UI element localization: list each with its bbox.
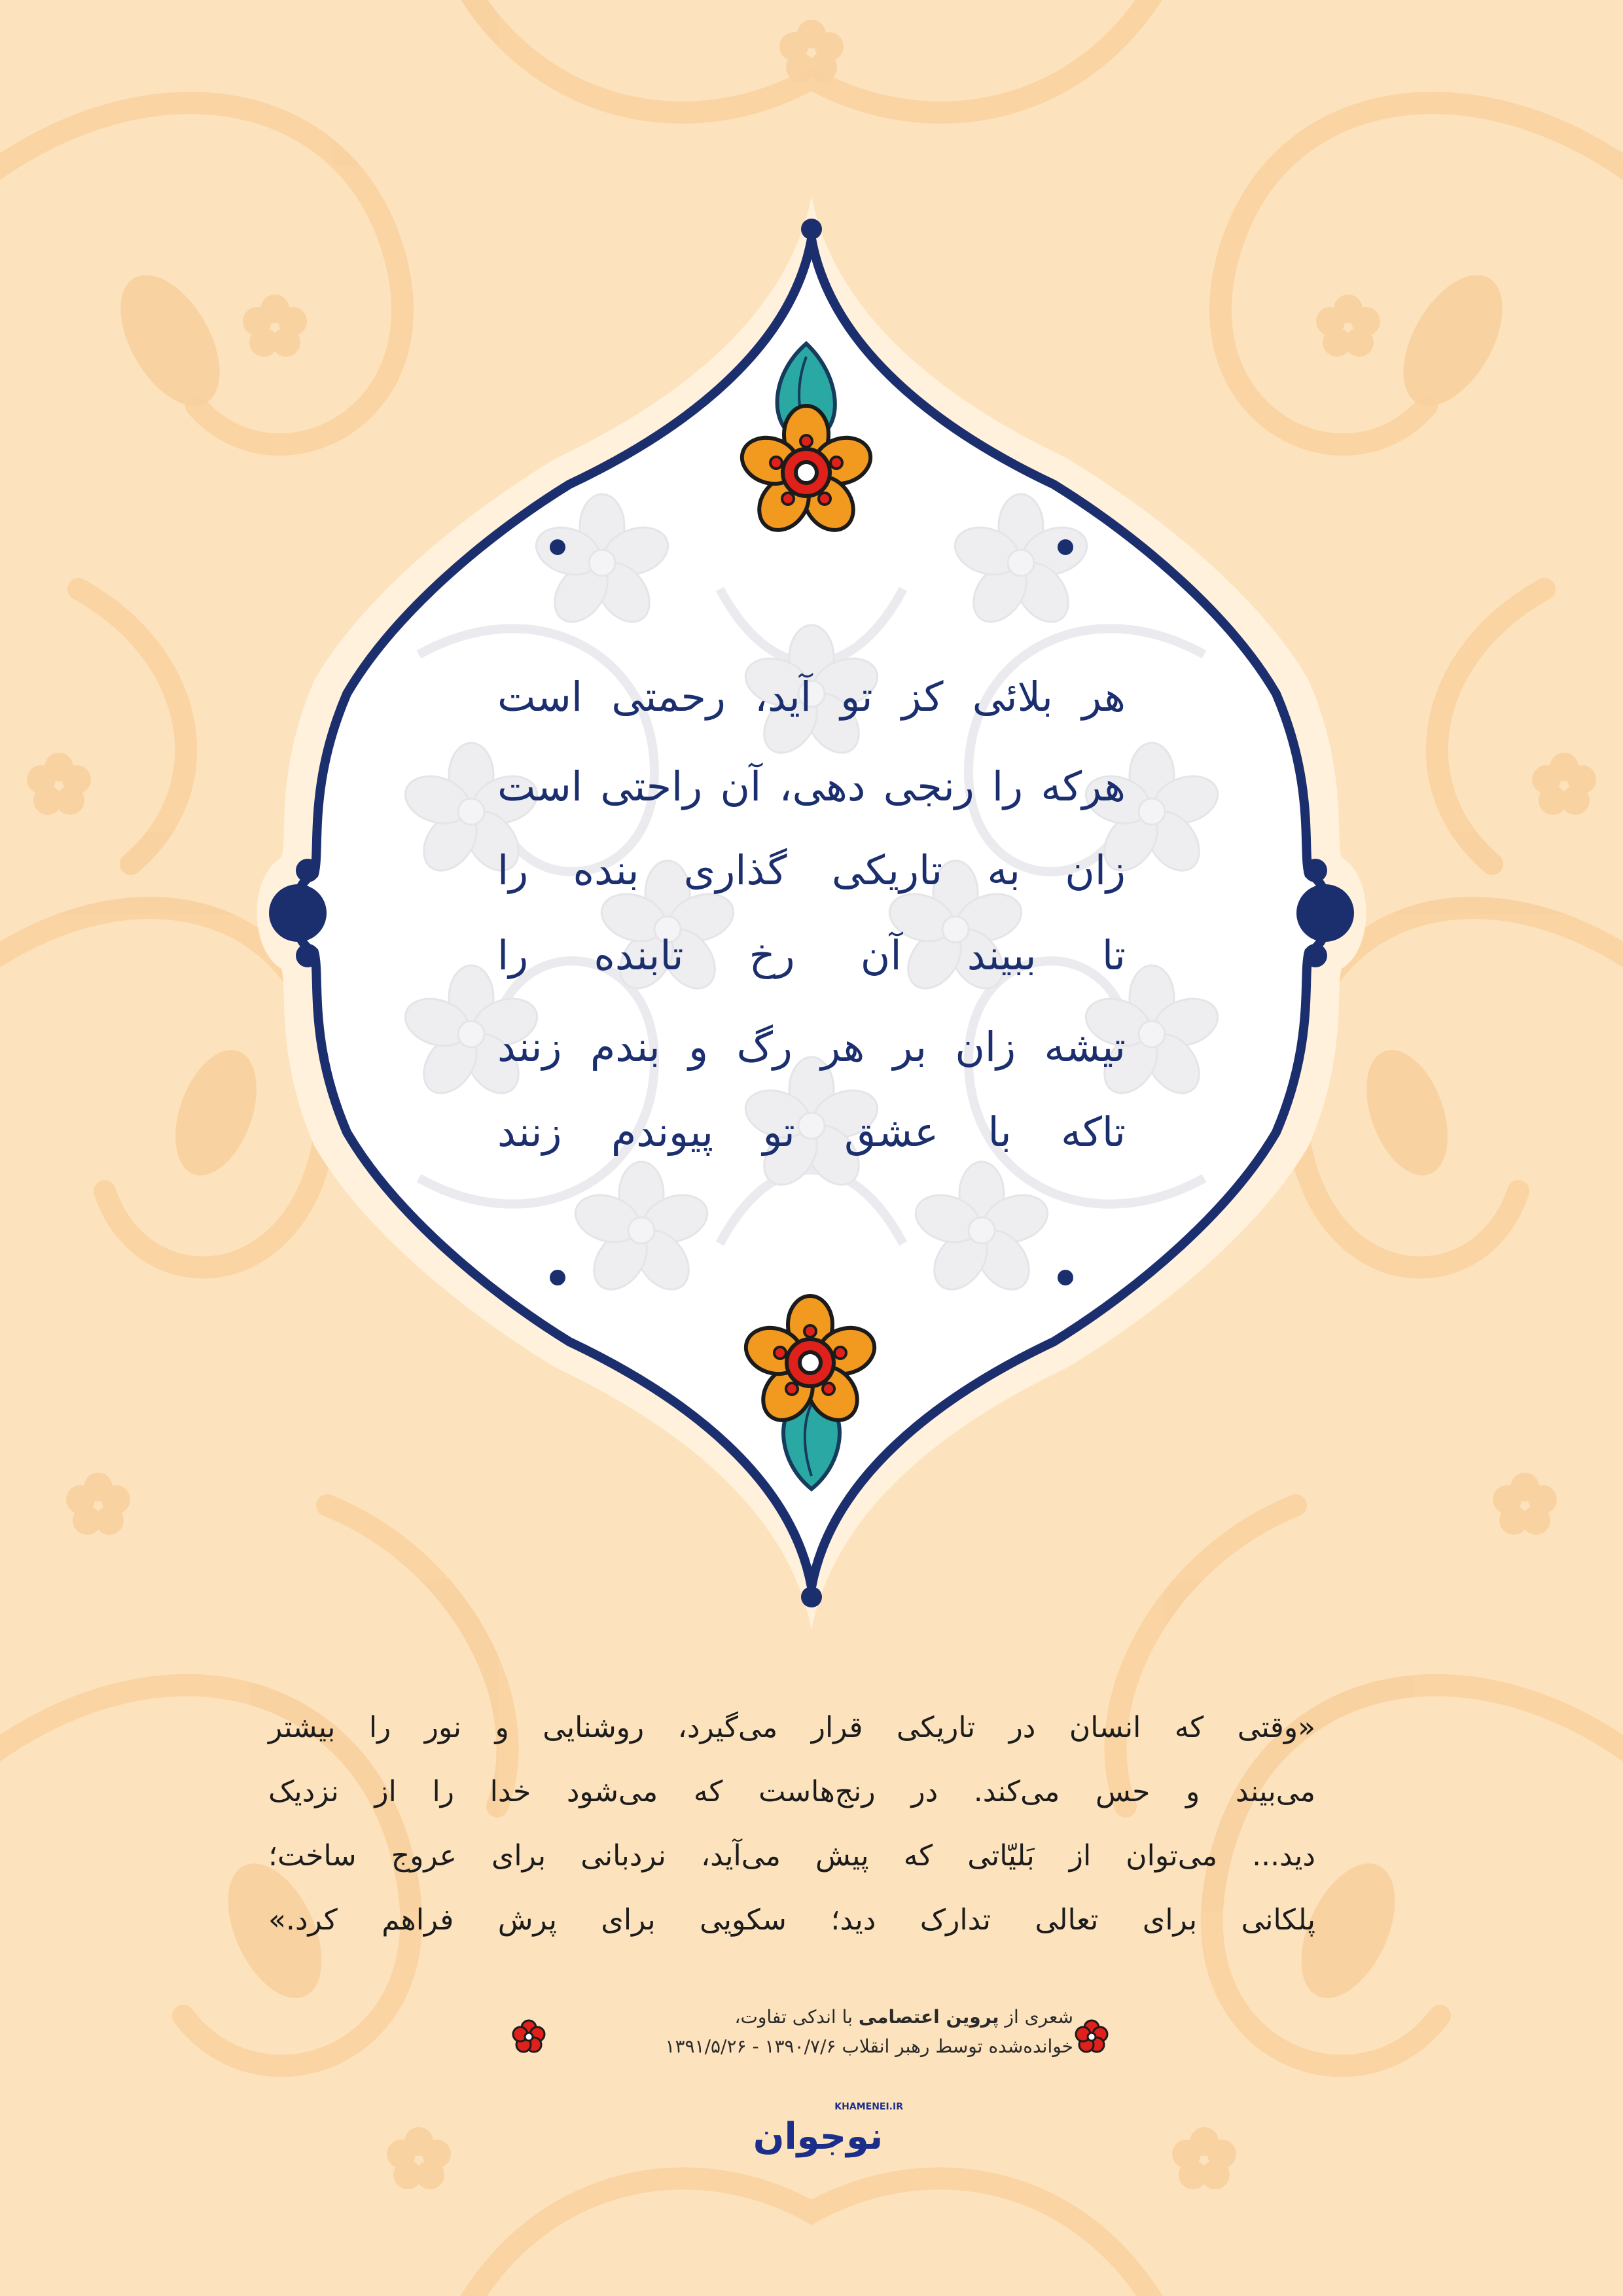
quote-line: می‌بیند و حس می‌کند. در رنج‌هاست که می‌شود خدا را از نزدیک — [268, 1775, 1315, 1808]
quote-line: دید... می‌توان از بَلیّاتی که پیش می‌آید، نردبانی برای عروج ساخت؛ — [268, 1839, 1315, 1873]
poem-line: تا ببیند آن رخ تابنده را — [497, 931, 1126, 979]
credit — [563, 2003, 1073, 2032]
poem-line: تاکه با عشق تو پیوندم زنند — [497, 1108, 1126, 1156]
logo-site: KHAMENEI.IR — [834, 2102, 903, 2112]
poem-line: هر بلائی کز تو آید، رحمتی است — [497, 673, 1126, 721]
small-flower-icon — [1076, 2020, 1107, 2052]
credit-suffix: با اندکی تفاوت، — [734, 2006, 853, 2028]
logo — [733, 2091, 903, 2163]
credit-date-line: خوانده‌شده توسط رهبر انقلاب ۱۳۹۰/۷/۶ - ۱۳۹۱/۵/۲۶ — [665, 2036, 1073, 2057]
small-flower-icon — [513, 2020, 544, 2052]
poem-line: زان به تاریکی گذاری بنده را — [497, 846, 1126, 894]
poet-name: پروین اعتصامی — [858, 2006, 999, 2028]
poem-line: هرکه را رنجی دهی، آن راحتی است — [497, 762, 1126, 810]
logo-name: نوجوان — [753, 2115, 883, 2158]
credit-prefix: شعری از — [1005, 2006, 1073, 2028]
quote-line: «وقتی که انسان در تاریکی قرار می‌گیرد، روشنایی و نور را بیشتر — [268, 1711, 1315, 1744]
poem-line: تیشه زان بر هر رگ و بندم زنند — [497, 1023, 1126, 1071]
quote-line: پلکانی برای تعالی تدارک دید؛ سکویی برای پرش فراهم کرد.» — [268, 1903, 1315, 1937]
